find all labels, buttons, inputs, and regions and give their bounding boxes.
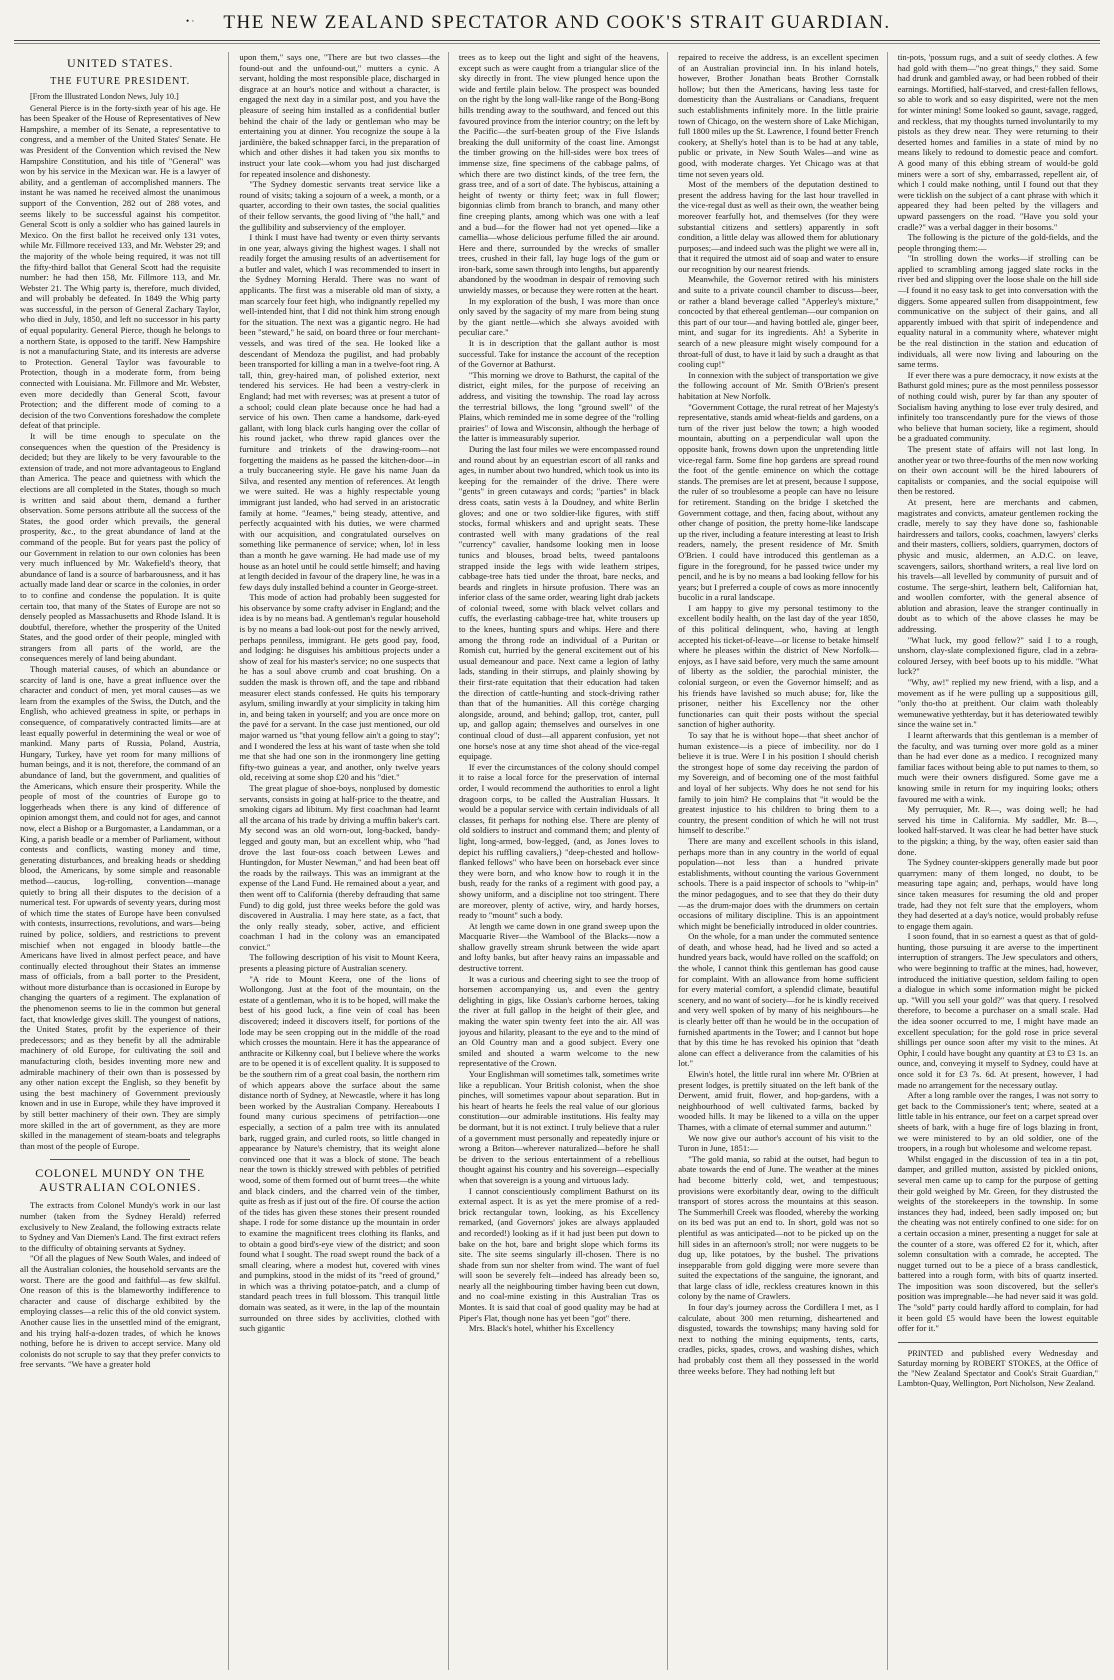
- paragraph: I think I must have had twenty or even thirty servants in one year, always giving the highest wages. I shall not readily forget the amusing results of an advertisement for a butler and valet, which I was recommended to insert in the Sydney Morning Herald. There was no want of applicants. The first was a miserable old man of sixty, a man scarcely four feet high, who indignantly repelled my well-intended hint, that I did not think him strong enough for the situation. The next was a gigantic negro. He had been "steward," he said, on board three or four merchant-vessels, and was tired of the sea. He looked like a descendant of Mendoza the pugilist, and had probably been transported for killing a man in a twelve-foot ring. A tall, thin, grey-haired man, of polished exterior, next tendered his services. He had been a vestry-clerk in England; had met with reverses; was at present a tutor of a school; could clean plate because once he had had a service of his own. Then came a handsome, dark-eyed gallant, with long black curls hanging over the collar of his round jacket, who threw rapid glances over the furniture and trinkets of the drawing-room—not forgetting the maidens as he passed the kitchen-door—in a truly buccaneering style. He gave his name Juan da Silva, and resented any mention of references. At length we were suited. He was a highly respectable young immigrant just landed, who had served in an aristocratic family at home. "Jeames," being steady, attentive, and perfectly acquainted with his duties, we were charmed with our acquisition, and congratulated ourselves on something like permanence of service; when, lo! in less than a month he gave warning. He had made use of my house as an hotel until he could settle himself; and having at length decided in favour of the drapery line, he was in a few days duly installed behind a counter in George-street.: [239, 232, 440, 592]
- column-2: [239, 52, 448, 1670]
- paragraph: Elwin's hotel, the little rural inn where Mr. O'Brien at present lodges, is prettily situated on the left bank of the Derwent, amid fruit, flower, and hop-gardens, with a neighbourhood of well cultivated farms, backed by wooded hills. It may be likened to a villa on the upper Thames, with a climate of eternal summer and autumn.": [678, 1069, 879, 1132]
- paragraph: "The Sydney domestic servants treat service like a round of visits; taking a sojourn of a week, a month, or a quarter, according to their own tastes, the social qualities of their fellow servants, the good living of "the hall," and the gullibility and subserviency of the employer.: [239, 179, 440, 232]
- column-5: [898, 52, 1098, 1670]
- paragraph: At present, here are merchants and cabmen, magistrates and convicts, amateur gentlemen rocking the cradle, merely to say they have done so, fashionable hairdressers and tailors, cooks, coachmen, lawyers' clerks and their masters, colliers, soldiers, quarrymen, doctors of physic and music, aldermen, an A.D.C. on leave, scavengers, sailors, shorthand writers, a real live lord on his travels—all levelled by community of pursuit and of costume. The serge-shirt, leathern belt, Californian hat, and woollen comforter, with the general absence of ablution and abrasion, leave the stranger continually in doubt as to which of the above classes he may be addressing.: [897, 496, 1099, 635]
- headline-united-states: UNITED STATES.: [67, 56, 174, 70]
- paragraph: I cannot conscientiously compliment Bathurst on its external aspect. It is as yet the mere promise of a red-brick rectangular town, looking, as his Excellency remarked, (and Governors' jokes are always applauded and recorded!) looking as if it had just been put down to bake on the hot, bare and bright slope which forms its site. The site seems singularly ill-chosen. There is no shade from sun nor shelter from wind. The want of fuel will soon be severely felt—indeed has already been so, nearly all the neighbouring timber having been cut down, and no coal-mine existing in this Australian Tras os Montes. It is said that coal of good quality may be had at Piper's Flat, though none has yet been "got" there.: [458, 1185, 660, 1323]
- paragraph: After a long ramble over the ranges, I was not sorry to get back to the Commissioner's tent; where, seated at a little table in his entrance, our feet on a carpet spread over sheets of bark, with a huge fire of logs blazing in front, we were ministered to by an old soldier, one of the troopers, in a rough but wholesome and welcome repast.: [897, 1090, 1099, 1154]
- paragraph: The extracts from Colonel Mundy's work in our last number (taken from the Sydney Herald) referred exclusively to New Zealand, the following extracts relate to Sydney and Van Diemen's Land. The first extract refers to the difficulty of obtaining servants at Sydney.: [20, 1200, 221, 1253]
- masthead: [0, 0, 1114, 44]
- paragraph: At length we came down in one grand sweep upon the Macquarie River—the Wambool of the Blacks—now a shallow gravelly stream shrunk between the wide apart and lofty banks, but after heavy rains an impassable and destructive torrent.: [458, 920, 660, 974]
- paragraph: The present state of affairs will not last long. In another year or two three-fourths of the men now working on their own account will be the hired labourers of capitalists or companies, and the social equipoise will then be restored.: [897, 443, 1099, 497]
- paragraph: Mrs. Black's hotel, whither his Excellency: [468, 1323, 615, 1334]
- masthead-title: THE NEW ZEALAND SPECTATOR AND COOK'S STRAIT GUARDIAN.: [223, 12, 891, 33]
- paragraph: In four day's journey across the Cordillera I met, as I calculate, about 300 men returning, disheartened and disgusted, towards the townships; many having sold for next to nothing the mining equipments, tents, carts, cradles, picks, spades, crows, and washing dishes, which had probably cost them all they possessed in the world three weeks before. They had nothing left but: [678, 1302, 879, 1376]
- paragraph: There are many and excellent schools in this island, perhaps more than in any country in the world of equal population—not less than a hundred private establishments, without counting the various Government schools. There is a paid inspector of schools to "whip-in" the minor pedagogues, and to see that they do their duty—as the drum-major does with the drummers on certain occasions of military discipline. This is an appointment which might be beneficially introduced in older countries.: [678, 835, 879, 931]
- paragraph: The following description of his visit to Mount Keera, presents a pleasing picture of Australian scenery.: [239, 952, 440, 974]
- masthead-rule: [14, 40, 1100, 41]
- headline-colonel-mundy: COLONEL MUNDY ON THE AUSTRALIAN COLONIES.: [35, 1166, 206, 1195]
- column-3: [459, 52, 668, 1670]
- column-4: [678, 52, 887, 1670]
- paragraph: During the last four miles we were encompassed round and round about by an equestrian escort of all ranks and ages, in number about two hundred, which took us into its keeping for the remainder of the drive. There were "gents" in green cutaways and cords; "parties" in black dress coats, satin vests à la Doudney, and white Berlin gloves; and one or two soldier-like figures, with stiff stocks, formal whiskers and and upright seats. These contrasted well with many gradations of the real "currency" cavalier, handsome looking men in loose tunics and blouses, broad belts, tweed pantaloons strapped inside the legs with wide leathern stripes, cabbage-tree hats tied under the throat, bare necks, and beards and ringlets in hirsute profusion. There was an inferior class of the same order, wearing light drab jackets of colonial tweed, some with black velvet collars and cuffs, the everlasting cabbage-tree hat, white trousers up to the knees, hunting spurs and whips. Here and there among the throng rode an individual of a Puritan or Romish cut, hurried by the general excitement out of his usual demeanour and pace. Next came a legion of lathy lads, standing in their stirrups, and plainly showing by their first-rate equitation that their education had taken the direction of cattle-hunting and stock-driving rather than that of the humanities. All this cortège charging alongside, around, and behind; gallop, trot, canter, pull up, and gallop again; themselves and ourselves in one continual cloud of dust—all apparent confusion, yet not one horse's nose at any time shot ahead of the vice-regal equipage.: [458, 443, 660, 762]
- paragraph: Meanwhile, the Governor retired with his ministers and suite to a private council chamber to discuss—beer, or rather a bland beverage called "Apperley's mixture," concocted by that ethereal gentleman—our companion on this part of our tour—and having bottled ale, ginger beer, mint, and sugar for its ingredients. Ah! a Syberite in search of a new pleasure might wisely compound for a throat-full of dust, to have it laid by such a draught as that cooling cup!": [678, 274, 879, 370]
- paragraph: The following is the picture of the gold-fields, and the people thronging them:—: [897, 232, 1099, 253]
- paragraph: The Sydney counter-skippers generally made but poor quarrymen: many of them longed, no doubt, to be measuring tape again; and, perhaps, would have long since taken measures for resuming the old and proper trade, had they not felt sure that the employers, whom they had deserted at a day's notice, would probably refuse to engage them again.: [897, 857, 1099, 931]
- source-note: [From the Illustrated London News, July 10.]: [30, 92, 179, 101]
- column-1: [20, 52, 229, 1670]
- subhead-future-president: THE FUTURE PRESIDENT.: [50, 76, 191, 87]
- paragraph: My perruquier, Mr. R—, was doing well; he had served his time in California. My saddler, Mr. B—, looked half-starved. It was clear he had better have stuck to the pigskin; a thing, by the way, often easier said than done.: [897, 804, 1099, 857]
- paragraph: Most of the members of the deputation destined to present the address having for the last hour travelled in the vice-regal dust as well as their own, the weather being moreover fearfully hot, and themselves (for they were substantial citizens and settlers) apparently in soft condition, a little delay was allowed them for ablutionary purposes;—and indeed such was the plight we were all in, that it required the utmost aid of soap and water to ensure our recognition by our nearest friends.: [678, 179, 879, 274]
- paragraph: This mode of action had probably been suggested for his observance by some crafty adviser in England; and the idea is by no means bad. A gentleman's regular household is by no means a bad look-out post for the newly arrived, perhaps penniless, immigrant. He gets good pay, food, and lodging: he disguises his ambitious projects under a show of zeal for his master's service; no one suspects that he has a soul above crumb and coat brushing. On a sudden the mask is thrown off, and the tape and ribband measurer elect stands confessed. He quits his temporary asylum, smiling inwardly at your simplicity in taking him in, and being taken in yourself; and you are once more on the pavé for a servant. In the case just mentioned, our old major warned us "that young fellow ain't a going to stay"; and I wondered the less at his want of taste when she told me that she had one son in the ironmongery line getting fifty-two guineas a year, and another, only twelve years old, receiving at some shop £20 and his "diet.": [239, 592, 440, 783]
- paragraph: The great plague of shoe-boys, nonplused by domestic servants, consists in going at half-price to the theatre, and smoking cigars ad libitum. My first coachman had learnt all the arcana of his trade by driving a muffin baker's cart. My second was an old worn-out, long-backed, bandy-legged and gouty man, but an excellent whip, who "had drove the last four-oss coach between Lewes and Huntingdon, for Muster Newman," and had been beat off the roads by the railways. This was an immigrant at the expense of the Land Fund. He remained about a year, and then went off to California (thereby defrauding that same Fund) to dig gold, just three weeks before the gold was discovered in Australia. I may here state, as a fact, that the only really steady, sober, active, and efficient coachman I had in the colony was an emancipated convict.": [239, 782, 440, 952]
- paragraph: "The gold mania, so rabid at the outset, had begun to abate towards the end of June. The weather at the mines had become bitterly cold, wet, and tempestuous; provisions were exorbitantly dear, owing to the difficult transport of stores across the mountains at this season. The Summerhill Creek was flooded, whereby the working on its bed was put an end to. In short, gold was not so plentiful as was anticipated—not to be picked up on the hill sides in an afternoon's stroll; nor were nuggets to be dug up, like potatoes, by the bushel. The privations insepparable from gold digging were more severe than suited the expectations of the sanguine, the ignorant, and that large class of idle, reckless creatures known in this colony by the name of Crawlers.: [678, 1153, 879, 1302]
- paragraph: In connexion with the subject of transportation we give the following account of Mr. Smith O'Brien's present habitation at New Norfolk.: [678, 369, 879, 401]
- paragraph: We now give our author's account of his visit to the Turon in June, 1851:—: [678, 1132, 879, 1154]
- imprint: PRINTED and published every Wednesday and Saturday morning by ROBERT STOKES, at the Office of the "New Zealand Spectator and Cook's Strait Guardian," Lambton-Quay, Wellington, Port Nicholson, New Zealand.: [897, 1348, 1099, 1388]
- paragraph: In my exploration of the bush, I was more than once only saved by the sagacity of my mare from being stung by the giant nettle—which she always avoided with peculiar care.": [458, 295, 660, 338]
- paragraph: "In strolling down the works—if strolling can be applied to scrambling among jagged slate rocks in the river bed and slipping over the loose shale on the hill side—I found it no easy task to get into conversation with the diggers. Some appeared sullen from disappointment, few communicative on the subject of their gains, and all apparently imbued with that spirit of independence and equality natural in a community where, whatever might be the real distinction in the station and education of individuals, all were now living and labouring on the same terms.: [897, 253, 1099, 370]
- paragraph: Whilst engaged in the discussion of tea in a tin pot, damper, and grilled mutton, assisted by pickled onions, several men came up to camp for the purpose of getting their gold weighed by Mr. Green, for they distrusted the weights of the storekeepers in the township. In some instances they had, indeed, been sadly imposed on; but the cheating was not entirely confined to one side: for on a certain occasion a miner, presenting a nugget for sale at the counter of a store, was offered £2 for it, which, after solemn consultation with a comrade, he accepted. The nugget turned out to be a piece of a brass candlestick, battered into a rough form, with bits of quartz inserted. The imposition was soon discovered, but the seller's position was impregnable—he had never said it was gold. The "sold" party could hardly afford to complain, for had it been gold £5 would have been the lowest equitable offer for it.": [897, 1153, 1099, 1334]
- paragraph: I soon found, that in so earnest a quest as that of gold-hunting, those pursuing it are averse to the impertinent interruption of strangers. The Jew speculators and others, who were beginning to traffic at the mines, had, however, introduced the initiative question, seldom failing to open a dialogue in which some information might be picked up. "Will you sell your gold?" was that query. I resolved therefore, to become a purchaser on a small scale. Had the idea sooner occurred to me, I might have made an excellent speculation; for the gold rose in price several shillings per ounce soon after my visit to the mines. At Ophir, I could have bought any quantity at £3 to £3 1s. an ounce, and, conveying it myself to Sydney, could have at once sold it for £3 7s. 6d. At present, however, I had made no arrangement for the necessary outlay.: [897, 931, 1099, 1090]
- paragraph: "What luck, my good fellow?" said I to a rough, unshorn, clay-slate complexioned figure, clad in a zebra-coloured Jersey, with beef boots up to his middle. "What luck?": [897, 634, 1099, 677]
- imprint-divider: [898, 1342, 1098, 1343]
- paragraph: I learnt afterwards that this gentleman is a member of the faculty, and was turning over more gold as a miner than he had ever done as a medico. I recognized many familiar faces without being able to put names to them, so much were their owners disfigured. Some gave me a knowing smile in return for my inquiring looks; others favoured me with a wink.: [897, 730, 1099, 804]
- paragraph: I am happy to give my personal testimony to the excellent bodily health, on the last day of the year 1850, of this political delinquent, who, having at length accepted his ticket-of-leave—or license to betake himself where he pleases within the district of New Norfolk—enjoys, as I have said before, very much the same amount of liberty as the soldier, the parochial minister, the colonial surgeon, or even the Governor himself; and as his friends have lavished so much abuse; for, like the prisoner, neither his Excellency nor the other functionaries can quit their posts without the special sanction of higher authority.: [678, 602, 879, 730]
- paragraph: trees as to keep out the light and sight of the heavens, except such as were caught from a triangular slice of the sky directly in front. The view plunged hence upon the wide and fertile plain below. The prospect was bounded on the right by the long wall-like range of the Bong-Bong hills trending away to the southward, and fenced out this favoured province from the interior country; on the left by the Pacific—the surf-beaten group of the Five Islands breaking the dull uniformity of the coast line. Amongst the timber growing on the hill-sides were box trees of immense size, fine specimens of the cabbage palms, of which there are two distinct kinds, of the tree fern, the grass tree, and of a sort of date. The hybiscus, attaining a height of twenty or thirty feet; wax in full flower; bigonnias climb from branch to branch, and many other fine creeping plants, among which was one with a leaf and a bud—for the flower had not yet opened—like a camellia—whose delicious perfume filled the air around. Here and there, surrounded by the wrecks of smaller trees, crushed in their fall, lay huge logs of the gum or iron-bark, some sawn through into lengths, but apparently abandoned by the woodman in despair of removing such unwieldy masses, or because they were rotten at the heart.: [458, 52, 660, 296]
- paragraph: To say that he is without hope—that sheet anchor of human existence—is a piece of imbecility. nor do I believe it is true. Were I in his position I should cherish the strongest hope of some day receiving the pardon of my Sovereign, and of becoming one of the most faithful and loyal of her subjects. Why does he not send for his family to join him? He complains that "it would be the greatest injustice to his children to bring them to a country, the present condition of which he will not trust himself to describe.": [678, 730, 879, 836]
- paragraph: Your Englishman will sometimes talk, sometimes write like a republican. Your British colonist, when the shoe pinches, will sometimes vapour about separation. But in his heart of hearts he feels the real value of our glorious constitution—our admirable institutions. His fealty may be dormant, but it is not extinct. I truly believe that a ruler of a government must personally and repeatedly injure or wrong a Briton—wherever naturalized—before he shall be driven to the serious entertainment of a rebellious thought against his country and his sovereign—especially when that sovereign is a young and virtuous lady.: [458, 1069, 660, 1185]
- paragraph: General Pierce is in the forty-sixth year of his age. He has been Speaker of the House of Representatives of New Hampshire, a member of its Senate, a representative to congress, and a member of the United States' Senate. He was President of the Convention which revised the New Hampshire Constitution, and his title of "General" was won by his service in the Mexican war. He is a lawyer of ability, and a gentleman of accomplished manners. The instant he was named he received almost the unanimous support of the Convention, 282 out of 288 votes, and seems likely to be successful against his competitor. General Scott is only a soldier who has gained laurels in Mexico. On the first ballot he received only 131 votes, while Mr. Fillmore received 133, and Mr. Webster 29; and the majority of the whole being required, it was not till the fifty-third ballot that General Scott had the requisite number: he had then 158, Mr. Fillmore 113, and Mr. Webster 21. The Whig party is, therefore, much divided, and will probably be defeated. In 1849 the Whig party was successful, in the person of General Zachary Taylor, who died in July, 1850, and left no successor in his party of equal popularity. General Pierce, though he belongs to a northern State, is opposed to the tariff. New Hampshire is not a manufacturing State, and its interests are adverse to Protection. General Taylor was favourable to Protection, though in a moderate form, from being connected with Louisiana. Mr. Fillmore and Mr. Webster, even more decidedly than General Scott, favour Protection; and the different mode of coming to a decision of the two Conventions foreshadow the complete defeat of that principle.: [20, 102, 221, 431]
- paragraph: It was a curious and cheering sight to see the troop of horsemen accompanying us, and even the gentry delighting in gigs, like Ossian's carborne heroes, taking the river at full gallop in the height of their glee, and making the water spin twenty feet into the air. All was joyous and hilarity, pleasant to the eye and to the mind of an Old Country man and a good subject. Every one smiled and shouted a warm welcome to the new representative of the Crown.: [458, 973, 660, 1069]
- paragraph: If ever the circumstances of the colony should compel it to raise a local force for the preservation of internal order, I would recommend the authorities to enrol a light dragoon corps, to be called the Australian Hussars. It would be a popular service with certain individuals of all classes, fit perhaps for nothing else. There are plenty of old soldiers to instruct and command them; and plenty of light, long-armed, bow-legged, (and, as Jones loves to depict his ruffling cavaliers,) "deep-chested and hollow-flanked fellows" who have been on horseback ever since they were born, and who know how to rough it in the bush, ready for the ranks of a regiment with good pay, a showy uniform, and a discipline not too stringent. There are moreover, plenty of active, wiry, and hardy horses, ready to "mount" such a body.: [458, 761, 660, 921]
- paragraph: It is in description that the gallant author is most successful. Take for instance the account of the reception of the Governor at Bathurst.: [458, 338, 660, 370]
- section-divider: [50, 1159, 190, 1160]
- paragraph: Though material causes, of which an abundance or scarcity of land is one, have a great influence over the character and conduct of men, yet moral causes—as we learn from the examples of the Swiss, the Dutch, and the English, who achieved greatness in spite, or perhaps in consequence, of comparatively contracted limits—are at least equally powerful in determining the weal or woe of mankind. Many parts of Russia, Poland, Austria, Hungary, Turkey, have yet room for many millions of human beings, and it is not, therefore, the command of an abundance of land, but the government, and qualities of the Americans, which ensure their prosperity. While the people of most of the countries of Europe go to loggerheads when there is any kind of difference of opinion amongst them, and could not for ages, and cannot now, elect a Bishop or a Burgomaster, a Landamman, or a King, a parish beadle or a member of Parliament, without contests and conflicts, wasting money and time, generating disturbances, and breaking heads or shedding blood, the Americans, by some simple and reasonable method—caucus, log-rolling, convention—manage quietly to bring all their disputes to the decision of a numerical test. For upwards of seventy years, during most of which time the states of Europe have been convulsed with contests, insurrections, revolutions, and wars—being ruined by police, soldiers, and restrictions to prevent mischief when not engaged in bloody battle—the Americans have lived in almost perfect peace, and have continually elected throughout their States an immense mass of officials, from a ball porter to the President, without more disturbance than is occasioned in Europe by changing the quarters of a regiment. The explanation of the phenomenon seems to lie in the common but general fact, that knowledge gives skill. The youngest of nations, the United States, profit by the experience of their predecessors; and as they benefit by all the admirable machinery of old Europe, for cultivating the soil and manufacturing cloth, besides inventing more new and admirable machinery of their own than is possessed by any other nation except the English, so they benefit by using the best machinery of Government previously known and in use in Europe, while they have improved it by still better machinery of their own. They are simply more skilled in the art of government, as they are more skilled in the management of steam-boats and telegraphs than most of the people of Europe.: [20, 664, 221, 1151]
- paragraph: "Of all the plagues of New South Wales, and indeed of all the Australian colonies, the household servants are the worst. There are the good and faithful—as few skilful. One reason of this is the blameworthy indifference to character and cause of discharge exhibited by the employing classes—a relic this of the old convict system. Another cause lies in the unsettled mind of the emigrant, and his trying half-a-dozen trades, of which he knows nothing, before he is driven to accept service. Many old colonists do not scruple to say that they prefer convicts to free servants. "We have a greater hold: [20, 1253, 221, 1370]
- paragraph: repaired to receive the address, is an excellent specimen of an Australian provincial inn. In his inland hotels, however, Brother Jonathan beats Brother Cornstalk hollow; but then the Americans, having less taste for domesticity than the Australians or Canadians, frequent such establishments infinitely more. In the little prairie town of Chicago, on the western shore of Lake Michigan, full 1800 miles up the St. Lawrence, I found better French cookery, at Shelly's hotel than is to be had at any table, public or private, in New South Wales—and wine as good, with moderate charges. Yet Chicago was at that time not seven years old.: [678, 52, 879, 179]
- paragraph: tin-pots, 'possum rugs, and a suit of seedy clothes. A few had gold with them—"no great things," they said. Some had drunk and gambled away, or had been robbed of their earnings. Mortified, half-starved, and crest-fallen fellows, so able to work and so easy dispirited, were not the men for winter mining! Some looked so gaunt, savage, ragged, and reckless, that my thoughts turned involuntarily to my pistols as they drew near. They were returning to their deserted homes and families in a state of mind by no means likely to redound to domestic peace and comfort. A good many of this ebbing stream of would-be gold miners were a sort of shy, embarrassed, repellent air, of which I could make nothing, until I found out that they were ticklish on the subject of a cant phrase with which it appeared they had been pelted by the villagers and upward passengers on the road. "Have you sold your cradle?" was a verbal dagger in their bosoms.": [897, 52, 1099, 232]
- paragraph: On the whole, for a man under the commuted sentence of death, and whose head, had he lived and so acted a hundred years back, would have rolled on the scaffold; on the whole, I cannot think this gentleman has good cause for complaint. With an allowance from home sufficient for every material comfort, a splendid climate, beautiful scenery, and no want of society—for he is kindly received and very well spoken of by many of his neighbours—he is clearly better off than he would be in the occupation of furnished apartments in the Tower; and I cannot but hope that by this time he has revoked his opinion that "death alone can effect a deliverance from the calamities of his lot.": [678, 931, 879, 1069]
- ornament-mark: • ·: [186, 16, 195, 26]
- paragraph: If ever there was a pure democracy, it now exists at the Bathurst gold mines; pure as the most penniless possessor of nothing could wish, purer by far than any spouter of Socialism having anything to lose ever truly desired, and infinitely too transcendantly pure for the views of those who believe that human society, like a regiment, should be a graduated community.: [897, 369, 1099, 444]
- paragraph: "Why, aw!" replied my new friend, with a lisp, and a movement as if he were pulling up a suppositious gill, "only tho-tho at preithent. Our claim wath tholeably wemunewative yethterday, but it has deteriowated tewibly since the waine set in.": [897, 677, 1099, 730]
- columns: [20, 52, 1098, 1670]
- paragraph: "Government Cottage, the rural retreat of her Majesty's representative, stands amid wheat-fields and gardens, on a turn of the river just below the town; a high wooded mountain, abutting on a perpendicular wall upon the opposite bank, frowns down upon the unpretending little vice-regal farm. Some fine hop gardens are spread round the foot of the gentle eminence on which the cottage stands. The premises are let at present, because I suppose, the ruler of so troublesome a people can have no leisure for retirement. Standing on the bridge I sketched the Government cottage, and then, facing about, without any other change of position, the pretty home-like landscape up the river, including a feature interesting at least to Irish readers, namely, the present residence of Mr. Smith O'Brien. I could have introduced this gentleman as a figure in the foreground, for he passed twice under my pencil, and he is by no means a bad looking fellow for his years; but I preferred a couple of cows as more innocently bucolic in a rural landscape.: [678, 401, 879, 603]
- paragraph: It will be time enough to speculate on the consequences when the question of the Presidency is decided; but they are likely to be very favourable to the extension of trade, and not more advantageous to England than America. The peace and quietness with which the elections are all completed in the States, though so much is written and said about them, demand a further observation. Some persons attribute all the success of the States, the good order which prevails, the general prosperity, &c., to the great abundance of land at the command of the people. But for years past the policy of our Government in relation to our own colonies has been very much influenced by Mr. Wakefield's theory, that abundance of land is a source of barbarousness, and it has actually made land dear or scarce in the colonies, in order to to confine and condense the population. It is quite certain too, that many of the States of Europe are not so densely peopled as Massachusetts and Rhode Island. It is doubtful, therefore, whether the prosperity of the United States, and the good order of their people, mingled with strangers from all parts of the world, are the consequences merely of land being abundant.: [20, 431, 221, 664]
- paragraph: upon them," says one, "There are but two classes—the found-out and the unfound-out," mutters a cynic. A servant, holding the most responsible place, discharged in disgrace at an hour's notice and without a character, is engaged the next day in a similar post, and you have the pleasure of seeing him installed as a confidential butler behind the chair of the lady or gentleman who may be entertaining you at dinner. You recognize the soupe à la jardinière, the baked schnapper farci, in the preparation of which and other dishes it had taken you six months to instruct your late cook—whom you had just discharged for repeated insolence and dishonesty.: [239, 52, 440, 179]
- masthead-rule-secondary: [14, 43, 1100, 44]
- paragraph: "This morning we drove to Bathurst, the capital of the district, eight miles, for the purpose of receiving an address, and visiting the township. The road lay across the terrestrial billows, the long "ground swell" of the Plains, which reminded me in some degree of the "rolling prairies" of Iowa and Wisconsin, although the herbage of the latter is immeasurably superior.: [458, 369, 660, 444]
- paragraph: "A ride to Mount Keera, one of the lions of Wollongong. Just at the foot of the mountain, on the estate of a gentleman, who it is to be hoped, will make the best of his good luck, a fine vein of coal has been discovered; indeed it discovers itself, for portions of the lode may be seen cropping out in the middle of the road which crosses the mountain. Here it has the appearance of anthracite or Kilkenny coal, but I believe where the works are to be opened it is of excellent quality. It is supposed to be the southern rim of a great coal basin, the northern rim of which appears above the surface about the same distance north of Sydney, at Newcastle, where it has long been worked by the Australian Company. Hereabouts I found many curious specimens of petrifaction—one especially, a section of a palm tree with its annulated bark, rugged grain, and curled roots, so little changed in appearance by Nature's chemistry, that its weight alone convinced one that it was a block of stone. The beach near the town is thickly strewed with pebbles of petrified wood, some of them formed out of burnt trees—the white and black cinders, and the charred vein of the timber, quite as fresh as if just out of the fire. Of course the action of the tides has given these stones their present rounded shape. I rode for some distance up the mountain in order to examine the magnificent trees clothing its flanks, and to obtain a good bird's-eye view of the district; and soon found what I sought. The road swept round the back of a small clearing, where a modest hut, covered with vines and pumpkins, stood in the midst of its "reed of ground," in which was a thriving potatoe-patch, and a clump of standard peach trees in full blossom. This tranquil little domain was seated, as it were, in the lap of the mountain surrounded on three sides by acclivities, clothed with such gigantic: [239, 973, 440, 1334]
